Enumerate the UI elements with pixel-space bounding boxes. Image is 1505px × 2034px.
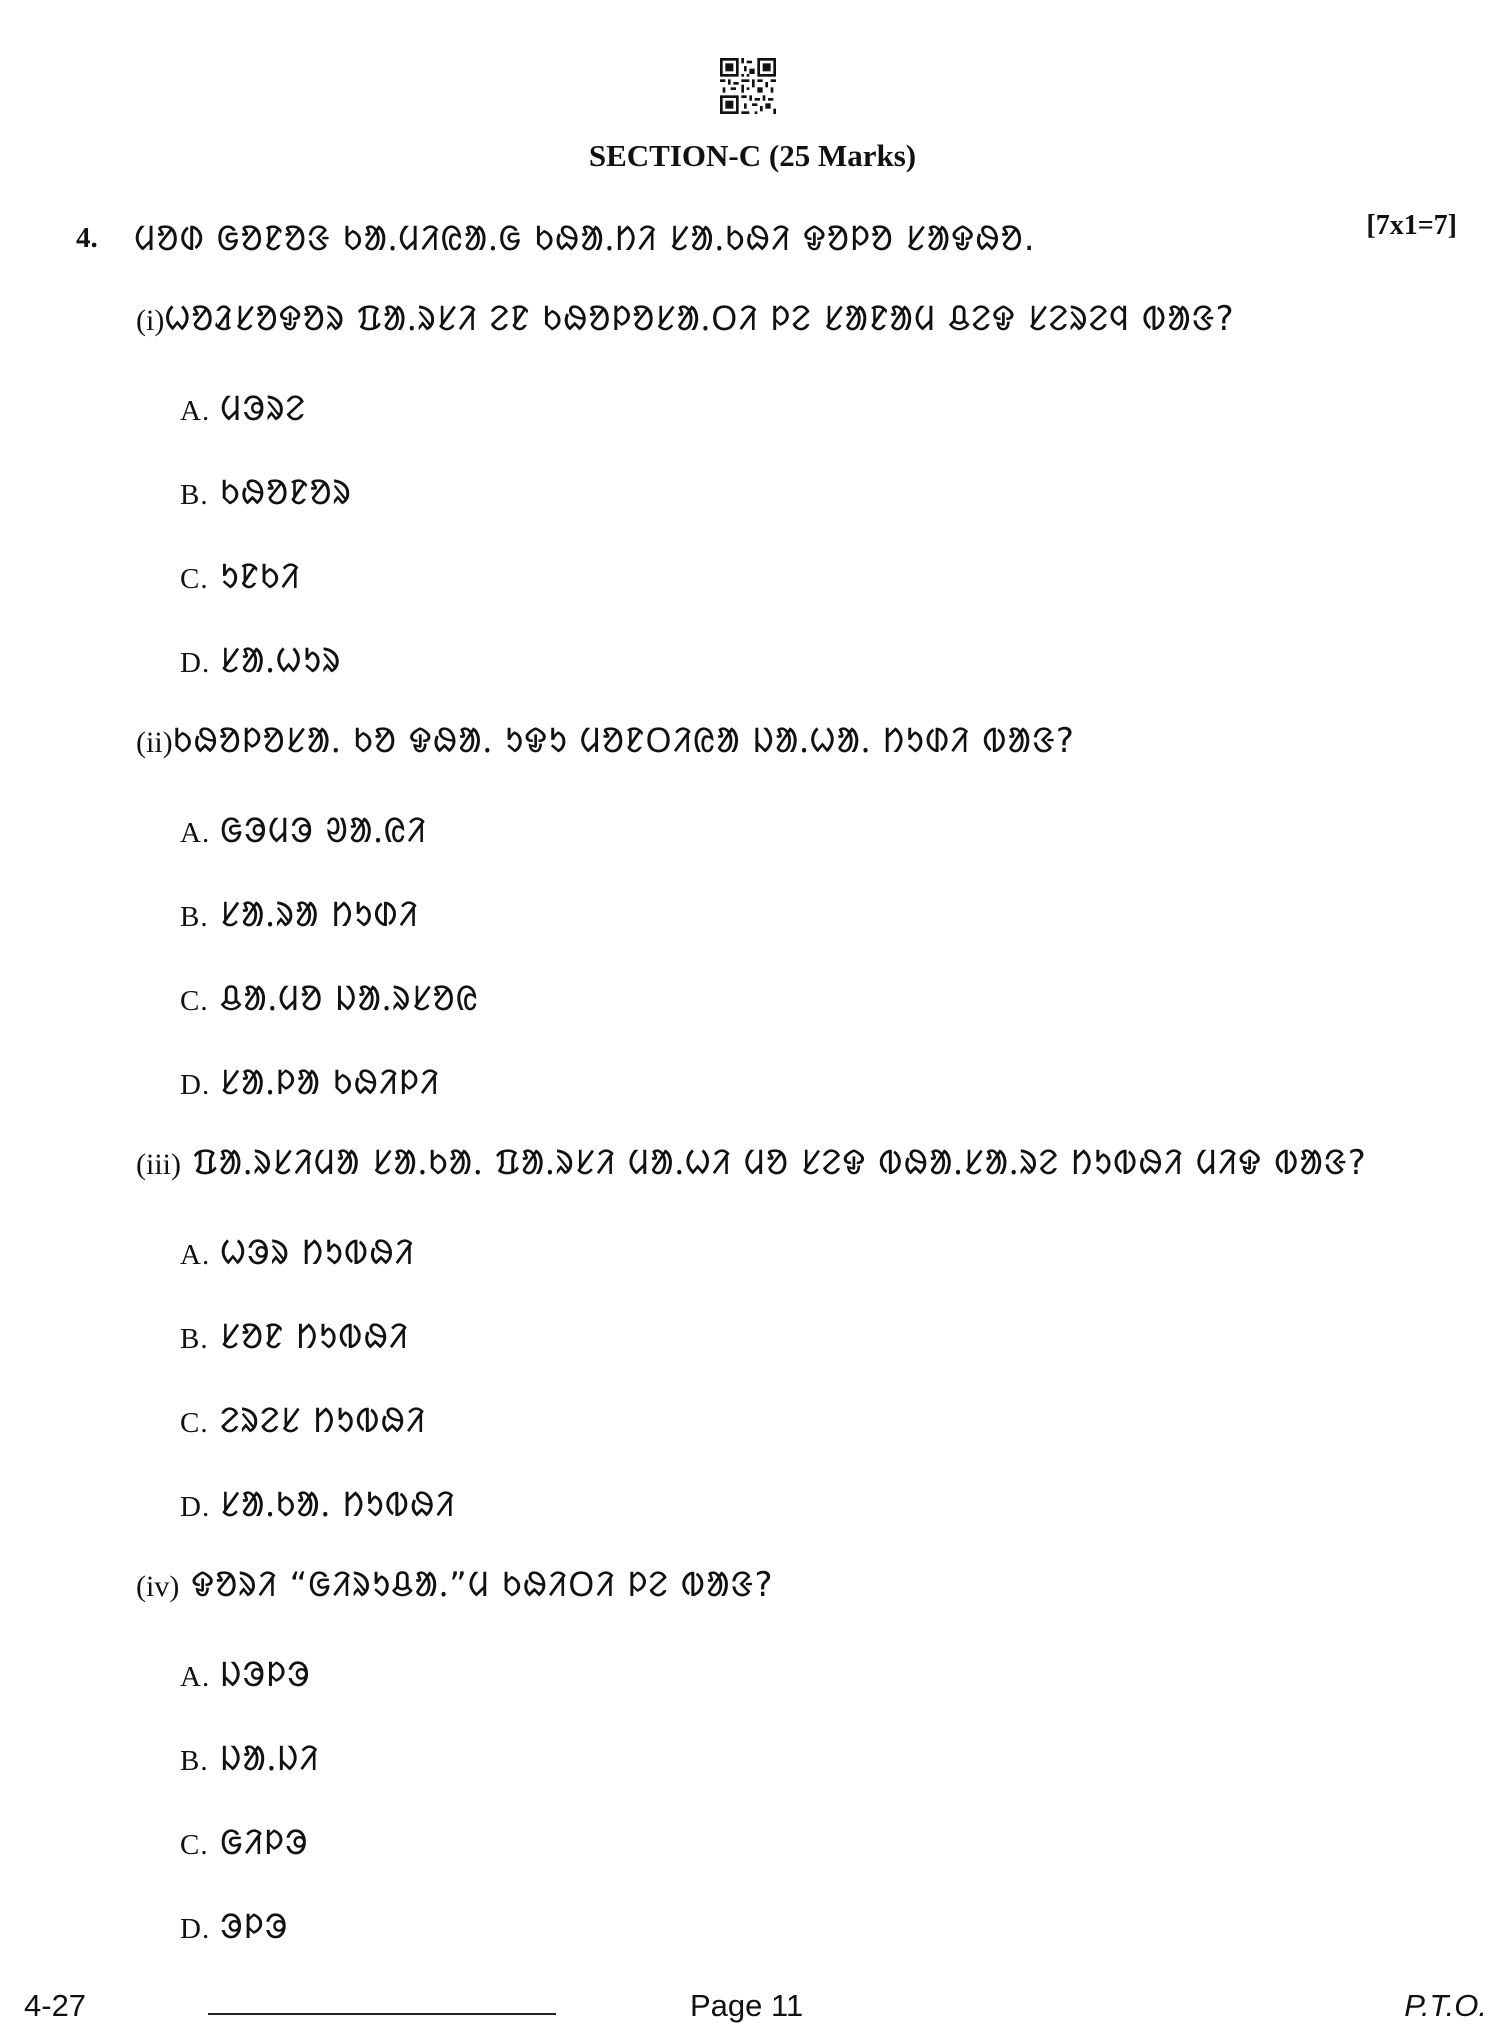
option [180,1058,440,1104]
option [180,468,352,514]
option-text: ᱥᱟᱹᱨᱟ ᱴᱩᱰᱤ [220,895,419,935]
sub-question-text: ᱫᱚᱨᱤ “ᱜᱤᱨᱩᱪᱟᱹ”ᱢ ᱠᱷᱤᱛᱤ ᱞᱮ ᱵᱟᱝ? [191,1565,774,1605]
option-text: ᱢᱳᱨᱮ [220,389,307,429]
option-letter: A. [180,1239,211,1271]
option [180,1734,320,1780]
sub-question-text: ᱠᱷᱚᱞᱚᱥᱟᱹ ᱠᱚ ᱫᱷᱟᱹ ᱩᱫᱩ ᱢᱚᱱᱛᱤᱭᱟ ᱡᱟᱹᱦᱟᱹ ᱴᱩᱰᱤ ᱵᱟᱝ? [172,721,1075,761]
footer-divider [208,2013,556,2015]
option [180,1902,288,1948]
option [180,1818,309,1864]
option [180,1650,311,1696]
option-letter: D. [180,647,211,679]
option-letter: D. [180,1069,211,1101]
option-text: ᱜᱤᱞᱳ [220,1823,309,1863]
sub-question-label: (ii) [136,726,173,759]
option-letter: C. [180,985,209,1017]
qr-code-image [720,58,776,114]
option-letter: D. [180,1491,211,1523]
sub-question [136,294,1235,340]
option [180,1480,456,1526]
option-letter: A. [180,395,211,427]
option-text: ᱠᱷᱚᱱᱚᱨ [220,473,352,513]
option-letter: A. [180,817,211,849]
option [180,1312,409,1358]
page-number: Page 11 [690,1988,804,2023]
option-text: ᱥᱚᱱ ᱴᱩᱵᱷᱤ [220,1317,409,1357]
option-text: ᱥᱟᱹᱦᱩᱨ [220,641,342,681]
option-text: ᱡᱳᱞᱳ [220,1655,311,1695]
option-text: ᱡᱟᱹᱡᱤ [220,1739,320,1779]
marks-allocation: [7x1=7] [1366,210,1457,241]
option-letter: C. [180,1829,209,1861]
option-text: ᱪᱟᱹᱢᱚ ᱡᱟᱹᱨᱥᱚᱭ [220,979,479,1019]
option-text: ᱮᱨᱮᱥ ᱴᱩᱵᱷᱤ [220,1401,427,1441]
option-letter: C. [180,1407,209,1439]
option-letter: B. [180,1745,209,1777]
option-letter: B. [180,901,209,933]
option [180,974,479,1020]
sub-question-label: (iii) [136,1148,181,1181]
option-letter: B. [180,479,209,511]
option [180,1228,415,1274]
pto-label: P.T.O. [1404,1988,1487,2023]
question-instruction: ᱢᱚᱰ ᱜᱚᱱᱚᱝ ᱠᱟᱹᱢᱤᱭᱟᱹᱜ ᱠᱷᱟᱹᱴᱤ ᱥᱟᱹᱠᱷᱤ ᱫᱚᱞᱚ ᱥᱟᱫᱷᱚ. [134,219,1036,259]
sub-question [136,1138,1367,1184]
sub-question-label: (i) [136,304,165,337]
option [180,890,419,936]
option-text: ᱜᱳᱢᱳ ᱣᱟᱹᱭᱤ [220,811,427,851]
option-letter: D. [180,1913,211,1945]
option [180,552,301,598]
option-letter: B. [180,1323,209,1355]
sub-question-text: ᱦᱚᱲᱥᱚᱫᱚᱨ ᱯᱟᱹᱨᱥᱤ ᱮᱱ ᱠᱷᱚᱞᱚᱥᱟᱹᱛᱤ ᱞᱮ ᱥᱟᱱᱟᱢ ᱪᱮᱫ ᱥᱮᱨᱮᱧ ᱵᱟᱝ? [164,299,1235,339]
option-text: ᱥᱟᱹᱠᱟᱹ ᱴᱩᱵᱷᱤ [220,1485,456,1525]
sub-question [136,716,1075,762]
paper-code: 4-27 [24,1988,87,2023]
section-title: SECTION-C (25 Marks) [588,138,917,173]
option-text: ᱳᱞᱳ [220,1907,289,1947]
option-text: ᱥᱟᱹᱞᱟ ᱠᱷᱤᱞᱤ [220,1063,440,1103]
option [180,1396,426,1442]
option-text: ᱦᱳᱨ ᱴᱩᱵᱷᱤ [220,1233,415,1273]
sub-question-label: (iv) [136,1570,180,1603]
option [180,806,427,852]
option-text: ᱩᱱᱠᱤ [220,557,301,597]
option [180,636,341,682]
option-letter: A. [180,1661,211,1693]
question-number: 4. [76,222,98,254]
sub-question-text: ᱯᱟᱹᱨᱥᱤᱢᱟ ᱥᱟᱹᱠᱟᱹ ᱯᱟᱹᱨᱥᱤ ᱢᱟᱹᱦᱤ ᱢᱚ ᱥᱮᱫ ᱵᱷᱟᱹᱥᱟᱹᱨᱮ ᱴᱩᱵᱷᱤ ᱢᱤᱫ ᱵᱟᱝ? [192,1143,1367,1183]
option [180,384,306,430]
option-letter: C. [180,563,209,595]
sub-question [136,1560,774,1606]
